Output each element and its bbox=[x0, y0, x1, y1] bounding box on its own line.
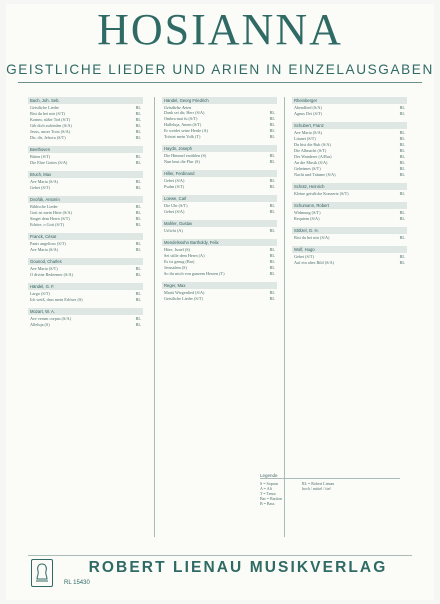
entry-title: Es ist genug (Bar) bbox=[164, 259, 195, 264]
composer-heading: Händel, G. F. bbox=[28, 283, 143, 290]
entry-number: RL bbox=[399, 254, 405, 259]
composer-heading: Händel, Georg Friedrich bbox=[162, 97, 277, 104]
entry-number: RL bbox=[135, 291, 141, 296]
catalog-section bbox=[28, 308, 143, 328]
entry-number: RL bbox=[135, 123, 141, 128]
legend-item: Bar = Bariton bbox=[260, 496, 283, 501]
entry-number: RL bbox=[269, 296, 275, 301]
composer-heading: Mendelssohn Bartholdy, Felix bbox=[162, 239, 277, 246]
composer-heading: Wolf, Hugo bbox=[292, 246, 407, 253]
entry-number: RL bbox=[135, 316, 141, 321]
entry-number: RL bbox=[269, 203, 275, 208]
legend-item: T = Tenor bbox=[260, 491, 276, 496]
catalog-entry bbox=[292, 235, 407, 241]
column-divider bbox=[154, 97, 155, 537]
composer-heading: Bruch, Max bbox=[28, 171, 143, 178]
entry-title: An die Musik (S/A) bbox=[294, 160, 328, 165]
entry-title: Ave Maria (S/T) bbox=[30, 266, 58, 271]
catalog-entry bbox=[292, 111, 407, 117]
entry-title: Halleluja, Amen (S/T) bbox=[164, 122, 202, 127]
composer-heading: Stölzel, G. H. bbox=[292, 227, 407, 234]
catalog-section bbox=[292, 227, 407, 241]
cover-subtitle: GEISTLICHE LIEDER UND ARIEN IN EINZELAUSGABEN bbox=[6, 62, 434, 77]
entry-title: Geistliche Lieder (S/T) bbox=[164, 296, 203, 301]
catalog-section bbox=[292, 97, 407, 117]
entry-title: Ave verum corpus (S/A) bbox=[30, 316, 71, 321]
publisher-logo-icon bbox=[31, 559, 53, 587]
entry-number: RL bbox=[399, 111, 405, 116]
catalog-section bbox=[292, 246, 407, 266]
entry-title: Jesus, unser Trost (S/A) bbox=[30, 129, 71, 134]
legend-item: hoch / mittel / tief bbox=[302, 486, 331, 491]
entry-title: Ich weiß, dass mein Erlöser (S) bbox=[30, 297, 83, 302]
entry-number: RL bbox=[135, 185, 141, 190]
entry-title: Alleluja (S) bbox=[30, 322, 50, 327]
entry-number: RL bbox=[135, 241, 141, 246]
composer-heading: Schütz, Heinrich bbox=[292, 183, 407, 190]
entry-number: RL bbox=[135, 222, 141, 227]
entry-number: RL bbox=[269, 209, 275, 214]
cover-title: HOSIANNA bbox=[97, 5, 343, 54]
entry-title: Kleine geistliche Konzerte (S/T) bbox=[294, 191, 349, 196]
catalog-section bbox=[28, 97, 143, 141]
entry-number: RL bbox=[135, 160, 141, 165]
entry-number: RL bbox=[399, 172, 405, 177]
entry-number: RL bbox=[399, 235, 405, 240]
legend-item: RL = Robert Lienau bbox=[302, 481, 335, 486]
composer-heading: Gounod, Charles bbox=[28, 258, 143, 265]
entry-number: RL bbox=[399, 191, 405, 196]
entry-number: RL bbox=[399, 260, 405, 265]
legend-item: B = Bass bbox=[260, 501, 275, 506]
catalog-entry bbox=[28, 135, 143, 141]
legend-right bbox=[302, 481, 334, 506]
entry-number: RL bbox=[399, 154, 405, 159]
entry-number: RL bbox=[135, 129, 141, 134]
publisher-footer bbox=[28, 555, 412, 589]
column-divider bbox=[284, 97, 285, 537]
entry-number: RL bbox=[399, 166, 405, 171]
catalog-entry bbox=[28, 297, 143, 303]
entry-title: Komm, süßer Tod (S/T) bbox=[30, 117, 71, 122]
composer-heading: Reger, Max bbox=[162, 282, 277, 289]
composer-heading: Loewe, Carl bbox=[162, 195, 277, 202]
entry-title: Ave Maria (S/A) bbox=[30, 247, 59, 252]
section-subheading: Geistliche Arien bbox=[164, 105, 192, 110]
catalog-section bbox=[162, 282, 277, 302]
entry-title: Singet dem Herrn (S/T) bbox=[30, 216, 70, 221]
entry-number: RL bbox=[269, 116, 275, 121]
entry-number: RL bbox=[269, 228, 275, 233]
entry-title: Nun beut die Flur (S) bbox=[164, 159, 200, 164]
catalog-section bbox=[292, 122, 407, 178]
entry-number: RL bbox=[135, 322, 141, 327]
entry-number: RL bbox=[135, 210, 141, 215]
legend-left bbox=[260, 481, 282, 506]
entry-number: RL bbox=[399, 210, 405, 215]
entry-number: RL bbox=[399, 160, 405, 165]
entry-title: Gott ist mein Hirte (S/A) bbox=[30, 210, 72, 215]
entry-number: RL bbox=[135, 154, 141, 159]
catalog-entry bbox=[28, 272, 143, 278]
entry-number: RL bbox=[269, 253, 275, 258]
entry-title: Biblische Lieder bbox=[30, 204, 58, 209]
legend-item: A = Alt bbox=[260, 486, 272, 491]
entry-number: RL bbox=[135, 297, 141, 302]
entry-number: RL bbox=[269, 178, 275, 183]
catalog-entry bbox=[292, 216, 407, 222]
entry-number: RL bbox=[269, 265, 275, 270]
legend-heading: Legende bbox=[260, 473, 400, 479]
entry-title: Du bist die Ruh (S/A) bbox=[294, 142, 331, 147]
entry-title: Bist du bei mir (S/A) bbox=[294, 235, 330, 240]
entry-number: RL bbox=[399, 130, 405, 135]
entry-title: Ave Maria (S/A) bbox=[30, 179, 59, 184]
entry-title: Dir, dir, Jehova (S/T) bbox=[30, 135, 66, 140]
entry-number: RL bbox=[399, 136, 405, 141]
entry-number: RL bbox=[399, 142, 405, 147]
entry-number: RL bbox=[135, 272, 141, 277]
catalog-entry bbox=[28, 185, 143, 191]
entry-number: RL bbox=[135, 266, 141, 271]
catalog-section bbox=[162, 220, 277, 234]
entry-title: Sei stille dem Herrn (A) bbox=[164, 253, 205, 258]
catalog-entry bbox=[162, 134, 277, 140]
entry-number: RL bbox=[399, 148, 405, 153]
entry-number: RL bbox=[269, 271, 275, 276]
catalog-column-2 bbox=[162, 97, 277, 307]
entry-title: Panis angelicus (S/T) bbox=[30, 241, 66, 246]
catalog-entry bbox=[292, 191, 407, 197]
catalog-section bbox=[162, 145, 277, 165]
entry-title: Agnus Dei (S/T) bbox=[294, 111, 322, 116]
entry-number: RL bbox=[269, 247, 275, 252]
entry-title: Bist du bei mir (S/T) bbox=[30, 111, 65, 116]
entry-title: Dank sei dir, Herr (S/A) bbox=[164, 110, 205, 115]
catalog-entry bbox=[162, 184, 277, 190]
catalog-section bbox=[162, 239, 277, 277]
entry-number: RL bbox=[269, 259, 275, 264]
composer-heading: Haydn, Joseph bbox=[162, 145, 277, 152]
catalog-entry bbox=[162, 271, 277, 277]
composer-heading: Mahler, Gustav bbox=[162, 220, 277, 227]
entry-title: Jerusalem (S) bbox=[164, 265, 187, 270]
entry-title: Gebet (S/T) bbox=[30, 185, 50, 190]
entry-title: Mariä Wiegenlied (S/A) bbox=[164, 290, 205, 295]
catalog-entry bbox=[28, 247, 143, 253]
entry-title: Gebet (S/A) bbox=[164, 209, 185, 214]
entry-title: So ihr mich von ganzem Herzen (T) bbox=[164, 271, 225, 276]
catalog-section bbox=[28, 258, 143, 278]
entry-number: RL bbox=[135, 204, 141, 209]
entry-title: Auf ein altes Bild (S/A) bbox=[294, 260, 335, 265]
entry-title: Largo (S/T) bbox=[30, 291, 50, 296]
catalog-entry bbox=[162, 159, 277, 165]
catalog-section bbox=[28, 196, 143, 228]
entry-title: Requiem (S/A) bbox=[294, 216, 320, 221]
entry-title: Die Himmel erzählen (S) bbox=[164, 153, 207, 158]
catalog-entry bbox=[162, 209, 277, 215]
entry-number: RL bbox=[269, 122, 275, 127]
catalog-entry bbox=[28, 322, 143, 328]
entry-title: Der Wanderer (A/Bar) bbox=[294, 154, 332, 159]
composer-heading: Hiller, Ferdinand bbox=[162, 170, 277, 177]
publisher-name: ROBERT LIENAU MUSIKVERLAG bbox=[88, 559, 388, 576]
entry-title: Er weidet seine Herde (A) bbox=[164, 128, 208, 133]
entry-title: Geheimes (S/T) bbox=[294, 166, 321, 171]
entry-number: RL bbox=[269, 134, 275, 139]
entry-number: RL bbox=[135, 105, 141, 110]
entry-title: Nacht und Träume (S/A) bbox=[294, 172, 336, 177]
edition-number: RL 15430 bbox=[64, 580, 90, 586]
entry-number: RL bbox=[135, 247, 141, 252]
entry-number: RL bbox=[135, 179, 141, 184]
catalog-section bbox=[162, 97, 277, 140]
composer-heading: Beethoven bbox=[28, 146, 143, 153]
composer-heading: Schubert, Franz bbox=[292, 122, 407, 129]
entry-title: Abendlied (S/A) bbox=[294, 105, 322, 110]
entry-title: Tröstet mein Volk (T) bbox=[164, 134, 201, 139]
catalog-section bbox=[28, 171, 143, 191]
entry-title: Ombra mai fu (S/T) bbox=[164, 116, 198, 121]
entry-title: Litanei (S/T) bbox=[294, 136, 316, 141]
entry-number: RL bbox=[135, 111, 141, 116]
entry-number: RL bbox=[135, 135, 141, 140]
entry-number: RL bbox=[269, 290, 275, 295]
catalog-section bbox=[292, 202, 407, 222]
composer-heading: Mozart, W. A. bbox=[28, 308, 143, 315]
catalog-section bbox=[28, 283, 143, 303]
catalog-entry bbox=[162, 296, 277, 302]
entry-title: Die Allmacht (S/T) bbox=[294, 148, 327, 153]
catalog-entry bbox=[28, 160, 143, 166]
entry-title: Erhöre, o Gott (S/T) bbox=[30, 222, 64, 227]
entry-number: RL bbox=[269, 159, 275, 164]
entry-number: RL bbox=[269, 128, 275, 133]
entry-title: O divine Redeemer (S/A) bbox=[30, 272, 73, 277]
composer-heading: Dvořák, Antonín bbox=[28, 196, 143, 203]
entry-title: Ave Maria (S/A) bbox=[294, 130, 323, 135]
catalog-section bbox=[28, 233, 143, 253]
catalog-entry bbox=[28, 222, 143, 228]
legend-item: S = Sopran bbox=[260, 481, 278, 486]
title-rule bbox=[18, 82, 422, 83]
entry-title: Bitten (S/T) bbox=[30, 154, 51, 159]
entry-title: Höre, Israel (S) bbox=[164, 247, 190, 252]
catalog-column-3 bbox=[292, 97, 407, 271]
entry-number: RL bbox=[269, 184, 275, 189]
entry-number: RL bbox=[269, 110, 275, 115]
entry-title: Gib dich zufrieden (S/A) bbox=[30, 123, 72, 128]
composer-heading: Rheinberger bbox=[292, 97, 407, 104]
entry-title: Psalm (S/T) bbox=[164, 184, 185, 189]
entry-number: RL bbox=[399, 216, 405, 221]
catalog-section bbox=[292, 183, 407, 197]
entry-title: Die Ehre Gottes (S/A) bbox=[30, 160, 68, 165]
entry-number: RL bbox=[135, 216, 141, 221]
composer-heading: Schumann, Robert bbox=[292, 202, 407, 209]
catalog-entry bbox=[162, 228, 277, 234]
catalog-column-1 bbox=[28, 97, 143, 333]
entry-title: Gebet (S/A) bbox=[164, 178, 185, 183]
entry-title: Gebet (S/T) bbox=[294, 254, 314, 259]
entry-title: Geistliche Lieder bbox=[30, 105, 59, 110]
entry-title: Die Uhr (S/T) bbox=[164, 203, 188, 208]
catalog-section bbox=[162, 170, 277, 190]
entry-title: Widmung (S/T) bbox=[294, 210, 321, 215]
catalog-entry bbox=[292, 172, 407, 178]
composer-heading: Bach, Joh. Seb. bbox=[28, 97, 143, 104]
entry-number: RL bbox=[269, 153, 275, 158]
entry-number: RL bbox=[135, 117, 141, 122]
legend-box bbox=[260, 473, 400, 517]
entry-number: RL bbox=[399, 105, 405, 110]
entry-title: Urlicht (A) bbox=[164, 228, 183, 233]
composer-heading: Franck, César bbox=[28, 233, 143, 240]
catalog-entry bbox=[292, 260, 407, 266]
catalog-section bbox=[162, 195, 277, 215]
catalog-section bbox=[28, 146, 143, 166]
